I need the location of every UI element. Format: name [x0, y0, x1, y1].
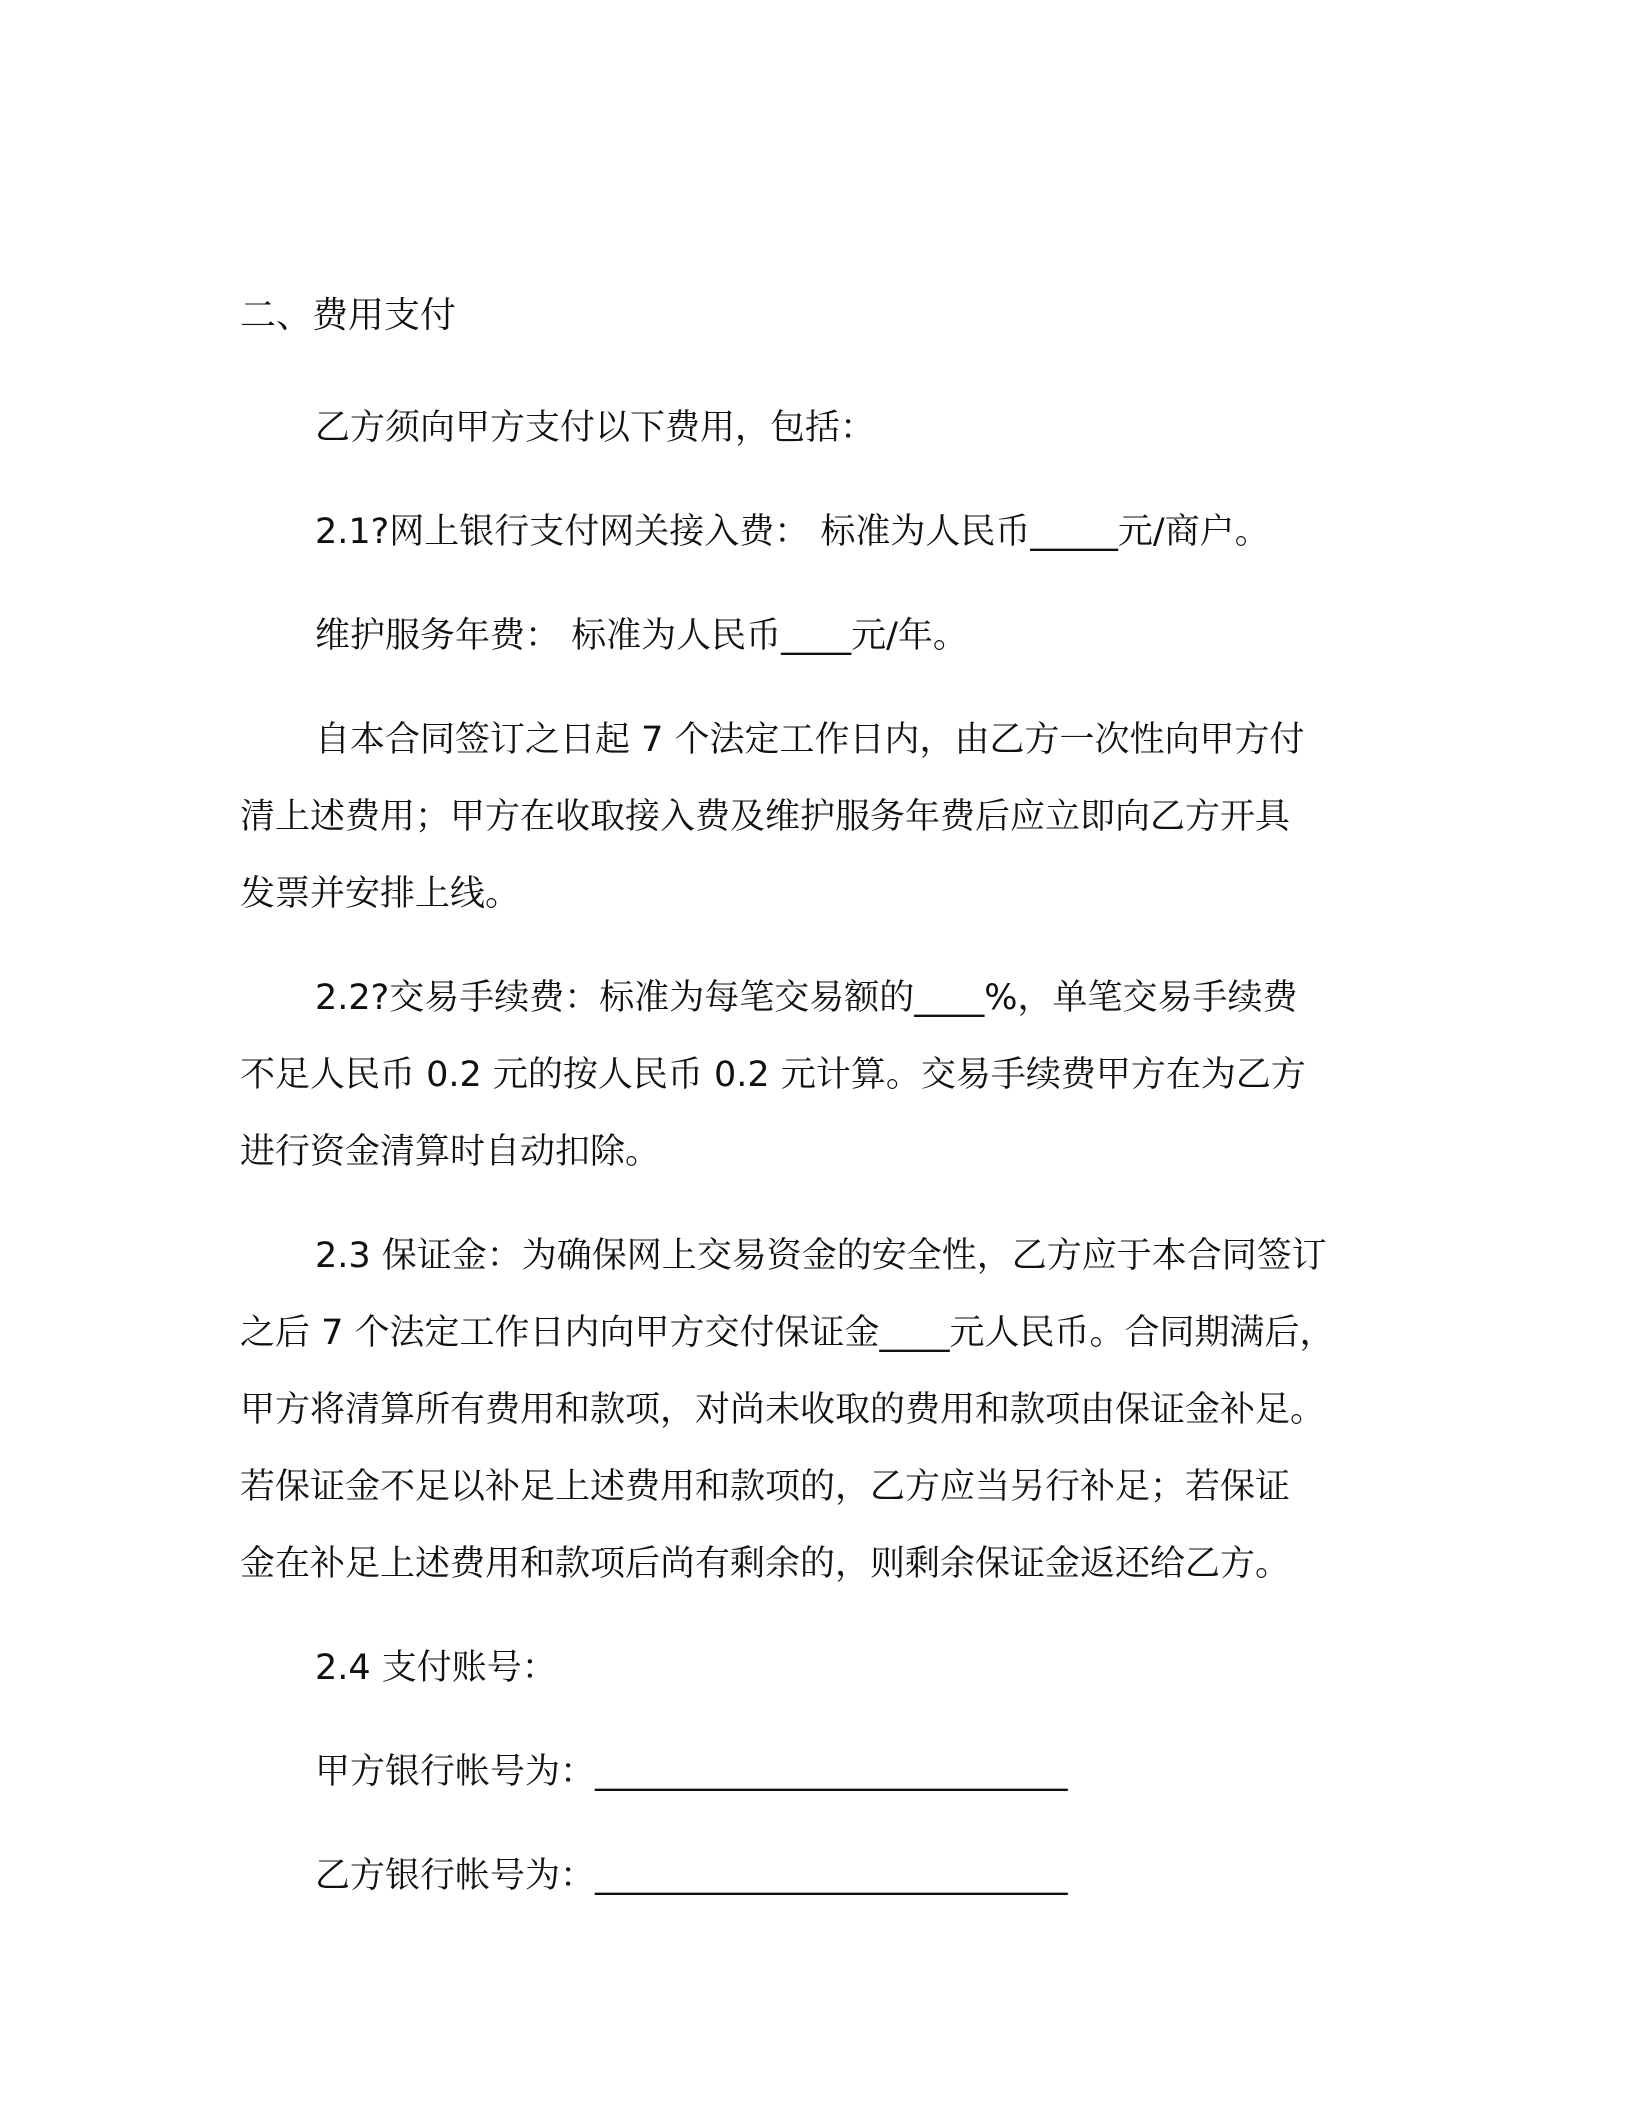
maintenance-fee: 维护服务年费： 标准为人民币____元/年。	[315, 616, 968, 656]
item-2-2-line: 进行资金清算时自动扣除。	[240, 1132, 661, 1172]
payment-terms-paragraph	[240, 702, 1380, 933]
item-2-3-line: 金在补足上述费用和款项后尚有剩余的，则剩余保证金返还给乙方。	[240, 1544, 1291, 1584]
item-2-3-line: 之后 7 个法定工作日内向甲方交付保证金____元人民币。合同期满后，	[240, 1313, 1335, 1353]
item-2-2-line: 不足人民币 0.2 元的按人民币 0.2 元计算。交易手续费甲方在为乙方	[240, 1055, 1306, 1095]
item-2-1: 2.1?网上银行支付网关接入费： 标准为人民币_____元/商户。	[315, 512, 1270, 552]
item-2-2-paragraph	[240, 960, 1380, 1191]
payment-terms-line: 清上述费用；甲方在收取接入费及维护服务年费后应立即向乙方开具	[240, 797, 1291, 837]
intro-text: 乙方须向甲方支付以下费用，包括：	[315, 408, 876, 448]
item-2-3-line: 甲方将清算所有费用和款项，对尚未收取的费用和款项由保证金补足。	[240, 1390, 1326, 1430]
payment-terms-line: 自本合同签订之日起 7 个法定工作日内，由乙方一次性向甲方付	[315, 720, 1305, 760]
item-2-4: 2.4 支付账号：	[315, 1648, 557, 1688]
item-2-2-line: 2.2?交易手续费：标准为每笔交易额的____%，单笔交易手续费	[315, 978, 1298, 1018]
item-2-3-line: 2.3 保证金：为确保网上交易资金的安全性，乙方应于本合同签订	[315, 1236, 1327, 1276]
document-content	[240, 286, 1380, 1915]
payment-terms-line: 发票并安排上线。	[240, 874, 521, 914]
party-b-account: 乙方银行帐号为：___________________________	[315, 1856, 1068, 1896]
item-2-3-paragraph	[240, 1218, 1380, 1603]
section-heading: 二、费用支付	[240, 295, 457, 336]
item-2-3-line: 若保证金不足以补足上述费用和款项的，乙方应当另行补足；若保证	[240, 1467, 1291, 1507]
party-a-account: 甲方银行帐号为：___________________________	[315, 1752, 1068, 1792]
